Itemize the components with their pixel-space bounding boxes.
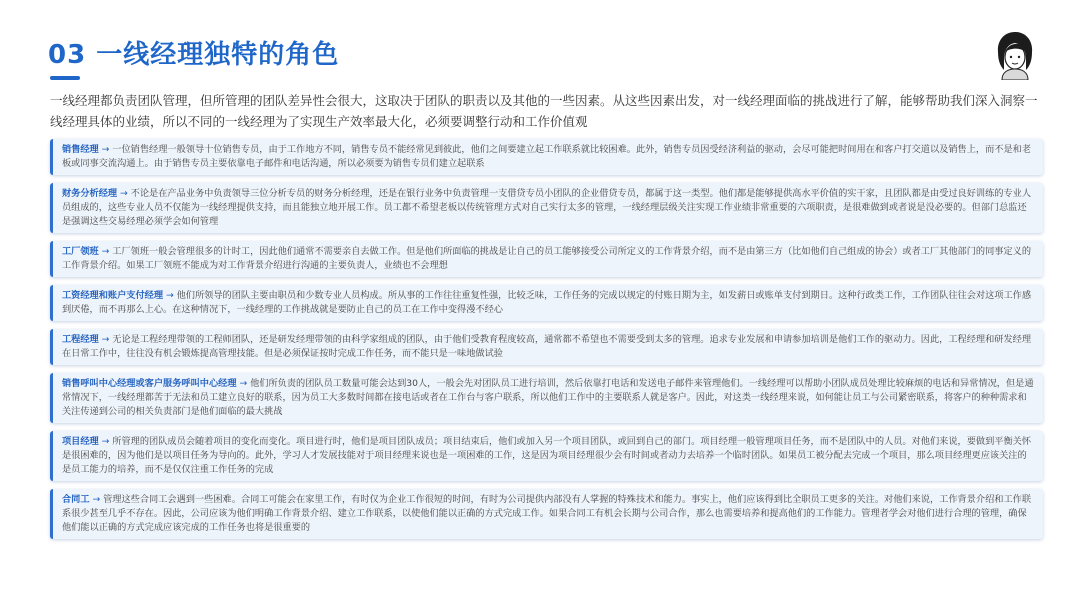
role-card xyxy=(50,183,1043,233)
title-underline xyxy=(50,76,80,80)
role-card-text: 他们所领导的团队主要由职员和少数专业人员构成。所从事的工作往往重复性强，比较乏味，工作任务的完成以规定的付账日期为主，如发薪日或账单支付到期日。这种行政类工作，工作团队往往会对这项工作感到厌倦，而不再那么上心。在这种情况下，一线经理的工作挑战就是要防止自己的员工在工作中变得漫不经心 xyxy=(62,290,1032,315)
arrow-right-icon: → xyxy=(98,334,113,345)
role-card xyxy=(50,139,1043,175)
role-card-heading: 合同工 xyxy=(62,494,90,505)
role-card xyxy=(50,285,1043,321)
role-card-heading: 工资经理和账户支付经理 xyxy=(62,290,164,301)
role-card-text: 工厂领班一般会管理很多的计时工，因此他们通常不需要亲自去做工作。但是他们所面临的挑战是让自己的员工能够接受公司所定义的工作背景介绍，而不是由第三方（比如他们自己组成的协会）或者工厂其他部门的同事定义的工作背景介绍。如果工厂领班不能成为对工作背景介绍进行沟通的主要负责人，业绩也不会理想 xyxy=(62,246,1032,271)
role-card-text: 他们所负责的团队员工数量可能会达到30人，一般会先对团队员工进行培训，然后依靠打电话和发送电子邮件来管理他们。一线经理可以帮助小团队成员处理比较麻烦的电话和异常情况，但是通常情况下，一线经理都苦于无法和员工建立良好的联系，因为员工大多数时间都在接电话或者在工作台与客户联系，所以他们工作中的主要联系人就是客户。因此，对这类一线经理来说，如何能让员工与公司紧密联系，将客户的种种需求和关注传递到公司的相关负责部门是他们面临的最大挑战 xyxy=(62,378,1034,417)
role-card-text: 一位销售经理一般领导十位销售专员，由于工作地方不同，销售专员不能经常见到彼此，他们之间要建立起工作联系就比较困难。此外，销售专员因受经济利益的驱动，会尽可能把时间用在和客户打交道以及销售上，而不是和老板或同事交流沟通上。由于销售专员主要依靠电子邮件和电话沟通，所以必须要为销售专员们建立起联系 xyxy=(62,144,1032,169)
arrow-right-icon: → xyxy=(98,436,113,447)
role-card xyxy=(50,489,1043,539)
arrow-right-icon: → xyxy=(236,378,251,389)
role-card-text: 所管理的团队成员会随着项目的变化而变化。项目进行时，他们是项目团队成员；项目结束后，他们或加入另一个项目团队，或回到自己的部门。项目经理一般管理项目任务，而不是团队中的人员。对他们来说，要做到平衡关怀是很困难的，因为他们是以项目任务为导向的。此外，学习人才发展技能对于项目经理来说也是一项困难的工作，这是因为项目经理很少会有时间或者动力去培养一个临时团队。如果员工被分配去完成一个项目，那么项目经理更应该关注的是员工能力的培养，而不是仅仅注重工作任务的完成 xyxy=(62,436,1032,475)
person-avatar-icon xyxy=(994,30,1036,80)
role-card-heading: 项目经理 xyxy=(62,436,99,447)
role-card-list xyxy=(50,139,1043,547)
role-card xyxy=(50,373,1043,423)
role-card xyxy=(50,431,1043,481)
arrow-right-icon: → xyxy=(117,188,131,199)
role-card-heading: 财务分析经理 xyxy=(62,188,118,199)
role-card-heading: 销售经理 xyxy=(62,144,99,155)
role-card-heading: 销售呼叫中心经理或客户服务呼叫中心经理 xyxy=(62,378,237,389)
arrow-right-icon: → xyxy=(89,494,104,505)
intro-paragraph: 一线经理都负责团队管理，但所管理的团队差异性会很大，这取决于团队的职责以及其他的一些因素。从这些因素出发，对一线经理面临的挑战进行了解，能够帮助我们深入洞察一线经理具体的业绩，所以不同的一线经理为了实现生产效率最大化，必须要调整行动和工作价值观 xyxy=(50,93,1038,129)
role-card-text: 不论是在产品业务中负责领导三位分析专员的财务分析经理，还是在银行业务中负责管理一支借贷专员小团队的企业借贷专员，都属于这一类型。他们都是能够提供高水平价值的实干家，且团队都是由受过良好训练的专业人员组成的，这些专业人员不仅能为一线经理提供支持，而且能独立地开展工作。员工都不希望老板以传统管理方式对自己实行太多的管理，一线经理层级关注实现工作业绩非常重要的六项职责，是很难做到或者说是没必要的。但部门总监还是强调这些交易经理必须学会如何管理 xyxy=(62,188,1032,227)
role-card xyxy=(50,241,1043,277)
arrow-right-icon: → xyxy=(98,246,113,257)
role-card-heading: 工厂领班 xyxy=(62,246,99,257)
page-title: 03 一线经理独特的角色 xyxy=(48,40,340,70)
role-card-text: 管理这些合同工会遇到一些困难。合同工可能会在家里工作，有时仅为企业工作很短的时间，有时为公司提供内部没有人掌握的特殊技术和能力。事实上，他们应该得到比全职员工更多的关注。对他们来说，工作背景介绍和工作联系很少甚至几乎不存在。因此，公司应该为他们明确工作背景介绍、建立工作联系，以使他们能以正确的方式完成工作。如果合同工有机会长期与公司合作，那么也需要培养和提高他们的工作能力。管理者学会对他们进行合理的管理，确保他们能以正确的方式完成应该完成的工作任务也将是很重要的 xyxy=(62,494,1032,533)
role-card-heading: 工程经理 xyxy=(62,334,99,345)
arrow-right-icon: → xyxy=(163,290,177,301)
role-card-text: 无论是工程经理带领的工程师团队，还是研发经理带领的由科学家组成的团队，由于他们受教育程度较高，通常都不希望也不需要受到太多的管理。追求专业发展和申请参加培训是他们工作的驱动力。因此，工程经理和研发经理在日常工作中，往往没有机会锻炼提高管理技能。但是必须保证按时完成工作任务，而不能只是一味地做试验 xyxy=(62,334,1032,359)
arrow-right-icon: → xyxy=(98,144,113,155)
role-card xyxy=(50,329,1043,365)
